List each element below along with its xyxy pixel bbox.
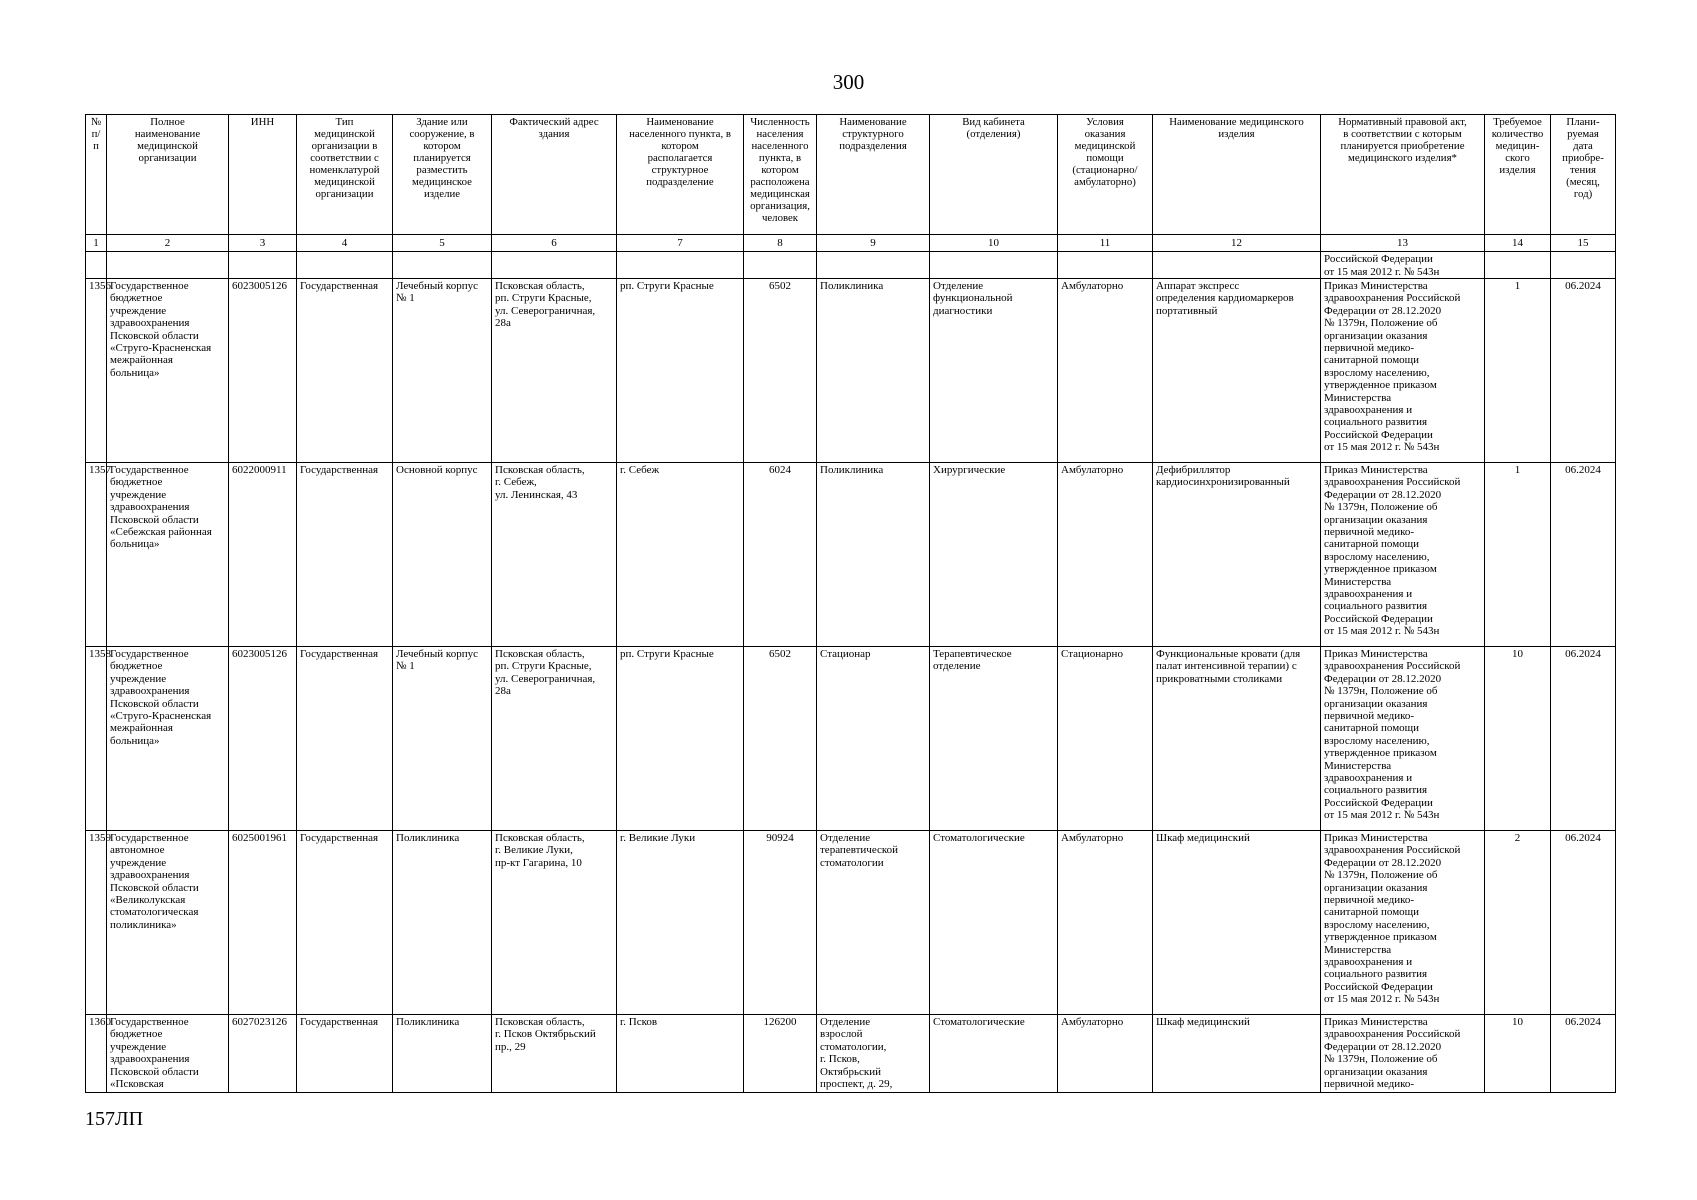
table-header-row [86,115,1616,235]
col-header-legal-act: Нормативный правовой акт, в соответствии с которым планируется приобретение медицинского изделия* [1321,115,1485,235]
column-number: 7 [617,235,744,252]
device: Функциональные кровати (для палат интенсивной терапии) с прикроватными столиками [1153,647,1321,831]
address: Псковская область, г. Себеж, ул. Ленинская, 43 [492,463,617,647]
conditions: Амбулаторно [1058,831,1153,1015]
column-number: 1 [86,235,107,252]
column-number: 12 [1153,235,1321,252]
purchase-date: 06.2024 [1551,1015,1616,1093]
building: Лечебный корпус № 1 [393,647,492,831]
conditions: Амбулаторно [1058,279,1153,463]
cabinet: Хирургические [930,463,1058,647]
purchase-date: 06.2024 [1551,647,1616,831]
column-number: 8 [744,235,817,252]
quantity: 1 [1485,279,1551,463]
org-type: Государственная [297,831,393,1015]
org-type: Государственная [297,1015,393,1093]
table-row [86,463,1616,647]
address: Псковская область, г. Псков Октябрьский пр., 29 [492,1015,617,1093]
organization-name: Государственное бюджетное учреждение здравоохранения Псковской области «Струго-Красненская межрайонная больница» [107,647,229,831]
continuation-row [86,252,1616,279]
device: Шкаф медицинский [1153,1015,1321,1093]
device: Аппарат экспресс определения кардиомаркеров портативный [1153,279,1321,463]
org-type: Государственная [297,647,393,831]
purchase-date: 06.2024 [1551,831,1616,1015]
population: 126200 [744,1015,817,1093]
col-header-organization: Полное наименование медицинской организации [107,115,229,235]
population: 6502 [744,647,817,831]
quantity: 2 [1485,831,1551,1015]
col-header-org-type: Тип медицинской организации в соответствии с номенклатурой медицинской организации [297,115,393,235]
quantity: 10 [1485,1015,1551,1093]
settlement: г. Себеж [617,463,744,647]
conditions: Амбулаторно [1058,1015,1153,1093]
quantity: 1 [1485,463,1551,647]
building: Основной корпус [393,463,492,647]
column-number: 9 [817,235,930,252]
purchase-date: 06.2024 [1551,279,1616,463]
organization-name: Государственное бюджетное учреждение здравоохранения Псковской области «Себежская районная больница» [107,463,229,647]
population: 6502 [744,279,817,463]
settlement: г. Псков [617,1015,744,1093]
table-row [86,831,1616,1015]
org-type: Государственная [297,463,393,647]
inn: 6025001961 [229,831,297,1015]
col-header-inn: ИНН [229,115,297,235]
col-header-quantity: Требуемое количество медицин- ского изделия [1485,115,1551,235]
row-number: 1357 [86,463,107,647]
cabinet: Стоматологические [930,1015,1058,1093]
address: Псковская область, рп. Струги Красные, ул. Северограничная, 28а [492,279,617,463]
page-number: 300 [832,70,865,94]
col-header-building: Здание или сооружение, в котором планируется разместить медицинское изделие [393,115,492,235]
table-row [86,1015,1616,1093]
equipment-table [85,114,1616,1093]
continuation-text: Российской Федерации от 15 мая 2012 г. № 543н [1324,253,1440,278]
building: Поликлиника [393,1015,492,1093]
inn: 6027023126 [229,1015,297,1093]
inn: 6023005126 [229,647,297,831]
organization-name: Государственное автономное учреждение здравоохранения Псковской области «Великолукская стоматологическая поликлиника» [107,831,229,1015]
row-number: 1356 [86,279,107,463]
building: Лечебный корпус № 1 [393,279,492,463]
cabinet: Отделение функциональной диагностики [930,279,1058,463]
column-number: 5 [393,235,492,252]
building: Поликлиника [393,831,492,1015]
settlement: рп. Струги Красные [617,647,744,831]
col-header-cabinet: Вид кабинета (отделения) [930,115,1058,235]
legal-act: Приказ Министерства здравоохранения Российской Федерации от 28.12.2020 № 1379н, Положение об организации оказания первичной медико- санитарной помощи взрослому населению, утвержденное приказом Министерства здравоохранения и социального развития Российской Федерации от 15 мая 2012 г. № 543н [1321,831,1485,1015]
purchase-date: 06.2024 [1551,463,1616,647]
document-code: 157ЛП [85,1108,144,1130]
population: 6024 [744,463,817,647]
table-row [86,647,1616,831]
settlement: г. Великие Луки [617,831,744,1015]
col-header-address: Фактический адрес здания [492,115,617,235]
column-number: 4 [297,235,393,252]
col-header-unit: Наименование структурного подразделения [817,115,930,235]
legal-act: Приказ Министерства здравоохранения Российской Федерации от 28.12.2020 № 1379н, Положение об организации оказания первичной медико- санитарной помощи взрослому населению, утвержденное приказом Министерства здравоохранения и социального развития Российской Федерации от 15 мая 2012 г. № 543н [1321,647,1485,831]
col-header-settlement: Наименование населенного пункта, в котором располагается структурное подразделение [617,115,744,235]
organization-name: Государственное бюджетное учреждение здравоохранения Псковской области «Псковская [107,1015,229,1093]
legal-act: Приказ Министерства здравоохранения Российской Федерации от 28.12.2020 № 1379н, Положение об организации оказания первичной медико- [1321,1015,1485,1093]
unit: Поликлиника [817,279,930,463]
column-number: 2 [107,235,229,252]
unit: Стационар [817,647,930,831]
device: Дефибриллятор кардиосинхронизированный [1153,463,1321,647]
conditions: Стационарно [1058,647,1153,831]
column-number: 14 [1485,235,1551,252]
col-header-conditions: Условия оказания медицинской помощи (стационарно/ амбулаторно) [1058,115,1153,235]
col-header-number: № п/п [86,115,107,235]
population: 90924 [744,831,817,1015]
unit: Поликлиника [817,463,930,647]
settlement: рп. Струги Красные [617,279,744,463]
quantity: 10 [1485,647,1551,831]
table-row [86,279,1616,463]
col-header-date: Плани- руемая дата приобре- тения (месяц, год) [1551,115,1616,235]
address: Псковская область, г. Великие Луки, пр-кт Гагарина, 10 [492,831,617,1015]
col-header-population: Численность населения населенного пункта, в котором расположена медицинская организация, человек [744,115,817,235]
organization-name: Государственное бюджетное учреждение здравоохранения Псковской области «Струго-Красненская межрайонная больница» [107,279,229,463]
device: Шкаф медицинский [1153,831,1321,1015]
legal-act: Приказ Министерства здравоохранения Российской Федерации от 28.12.2020 № 1379н, Положение об организации оказания первичной медико- санитарной помощи взрослому населению, утвержденное приказом Министерства здравоохранения и социального развития Российской Федерации от 15 мая 2012 г. № 543н [1321,463,1485,647]
column-number: 13 [1321,235,1485,252]
col-header-device: Наименование медицинского изделия [1153,115,1321,235]
address: Псковская область, рп. Струги Красные, ул. Северограничная, 28а [492,647,617,831]
column-number: 3 [229,235,297,252]
org-type: Государственная [297,279,393,463]
inn: 6023005126 [229,279,297,463]
column-number: 10 [930,235,1058,252]
legal-act: Приказ Министерства здравоохранения Российской Федерации от 28.12.2020 № 1379н, Положение об организации оказания первичной медико- санитарной помощи взрослому населению, утвержденное приказом Министерства здравоохранения и социального развития Российской Федерации от 15 мая 2012 г. № 543н [1321,279,1485,463]
row-number: 1358 [86,647,107,831]
cabinet: Терапевтическое отделение [930,647,1058,831]
unit: Отделение терапевтической стоматологии [817,831,930,1015]
column-number: 15 [1551,235,1616,252]
unit: Отделение взрослой стоматологии, г. Псков, Октябрьский проспект, д. 29, [817,1015,930,1093]
column-number: 11 [1058,235,1153,252]
row-number: 1359 [86,831,107,1015]
cabinet: Стоматологические [930,831,1058,1015]
inn: 6022000911 [229,463,297,647]
conditions: Амбулаторно [1058,463,1153,647]
column-number: 6 [492,235,617,252]
row-number: 1360 [86,1015,107,1093]
column-number-row [86,235,1616,252]
